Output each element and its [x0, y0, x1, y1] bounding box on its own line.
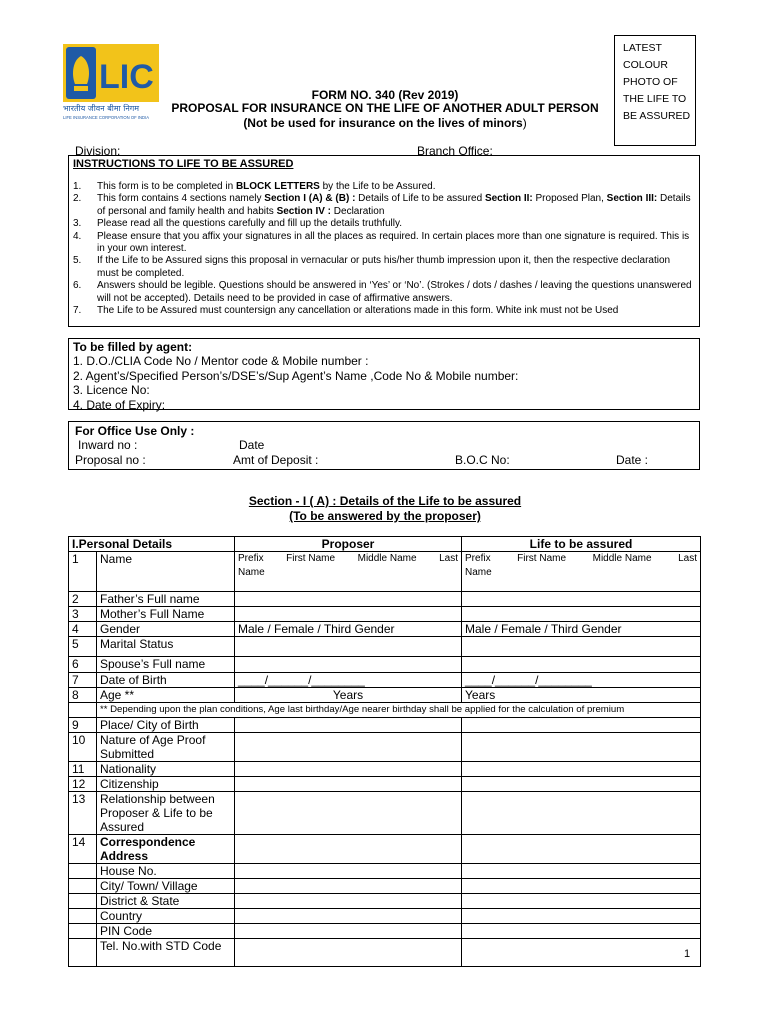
- proposer-field[interactable]: [235, 777, 462, 792]
- row-number: [69, 894, 97, 909]
- table-row: [69, 879, 701, 894]
- inward-no-label: Inward no :: [78, 438, 138, 452]
- row-number: 13: [69, 792, 97, 835]
- instruction-number: 4.: [73, 230, 82, 242]
- agent-box: [68, 338, 700, 410]
- section-subtitle: (To be answered by the proposer): [289, 509, 481, 523]
- agent-line: 1. D.O./CLIA Code No / Mentor code & Mobile number :: [73, 354, 369, 369]
- proposer-address-field[interactable]: [235, 894, 462, 909]
- header-proposer: Proposer: [235, 537, 462, 552]
- proposer-dob-field[interactable]: ____/______/________: [235, 673, 462, 688]
- boc-no-label: B.O.C No:: [455, 453, 510, 467]
- instruction-text: This form contains 4 sections namely Section I (A) & (B) : Details of Life to be assured Section II: Proposed Plan, Section III: Details of personal and family health and habits Section IV : Declaration: [97, 193, 691, 217]
- instructions-heading: INSTRUCTIONS TO LIFE TO BE ASSURED: [73, 158, 294, 170]
- name-part-label: First Name: [286, 553, 336, 564]
- instructions-box: [68, 155, 700, 327]
- table-row: [69, 939, 701, 967]
- row-number: [69, 864, 97, 879]
- life-field[interactable]: [462, 777, 701, 792]
- row-label: Mother’s Full Name: [97, 607, 235, 622]
- life-field[interactable]: [462, 792, 701, 835]
- table-row: [69, 688, 701, 703]
- instruction-item: [73, 218, 693, 230]
- photo-line: BE ASSURED: [623, 110, 691, 122]
- instruction-item: [73, 181, 693, 193]
- row-number: 2: [69, 592, 97, 607]
- row-label: Marital Status: [97, 637, 235, 657]
- instruction-number: 5.: [73, 255, 82, 267]
- proposer-field[interactable]: [235, 657, 462, 673]
- life-gender-field[interactable]: Male / Female / Third Gender: [462, 622, 701, 637]
- address-label: City/ Town/ Village: [97, 879, 235, 894]
- row-label: Place/ City of Birth: [97, 718, 235, 733]
- photo-line: THE LIFE TO: [623, 93, 687, 105]
- instruction-text: The Life to be Assured must countersign any cancellation or alterations made in this form. White ink must not be Used: [97, 305, 619, 317]
- row-number: 10: [69, 733, 97, 762]
- name-part-label: Last: [678, 553, 697, 564]
- instruction-number: 3.: [73, 218, 82, 230]
- proposer-field[interactable]: [235, 718, 462, 733]
- row-label: Citizenship: [97, 777, 235, 792]
- life-address-field[interactable]: [462, 909, 701, 924]
- instruction-number: 1.: [73, 181, 82, 192]
- row-number: 9: [69, 718, 97, 733]
- name-part-label: First Name: [517, 553, 567, 564]
- row-number: 12: [69, 777, 97, 792]
- table-row: [69, 864, 701, 879]
- office-use-box: [68, 421, 700, 470]
- page-number: 1: [684, 948, 691, 960]
- proposer-name-field[interactable]: [235, 552, 462, 592]
- division-label: Division:: [75, 144, 121, 158]
- table-row: [69, 894, 701, 909]
- table-row: [69, 552, 701, 592]
- table-row: [69, 835, 701, 864]
- row-label: Father’s Full name: [97, 592, 235, 607]
- address-label: Tel. No.with STD Code: [97, 939, 235, 967]
- row-label: Name: [97, 552, 235, 592]
- table-row: [69, 792, 701, 835]
- table-row: [69, 718, 701, 733]
- date-label: Date: [239, 438, 265, 452]
- logo-hindi: भारतीय जीवन बीमा निगम: [63, 104, 140, 113]
- row-number: [69, 879, 97, 894]
- form-number: FORM NO. 340 (Rev 2019): [311, 88, 459, 102]
- row-label: Correspondence Address: [97, 835, 235, 864]
- life-address-field[interactable]: [462, 879, 701, 894]
- table-row: [69, 657, 701, 673]
- row-number: 1: [69, 552, 97, 592]
- table-row: [69, 637, 701, 657]
- note-bold: (Not be used for insurance on the lives of minors: [243, 116, 523, 130]
- note-close: ): [522, 116, 527, 130]
- life-field[interactable]: [462, 592, 701, 607]
- instruction-text: Please read all the questions carefully and fill up the details truthfully.: [97, 218, 402, 230]
- name-part-label: Middle Name: [592, 553, 652, 564]
- life-address-field[interactable]: [462, 924, 701, 939]
- row-number: [69, 939, 97, 967]
- form-title: PROPOSAL FOR INSURANCE ON THE LIFE OF ANOTHER ADULT PERSON: [171, 101, 599, 115]
- row-number: 7: [69, 673, 97, 688]
- row-number: 11: [69, 762, 97, 777]
- proposer-field[interactable]: [235, 762, 462, 777]
- row-label: Spouse’s Full name: [97, 657, 235, 673]
- row-number: [69, 703, 97, 718]
- agent-line: 2. Agent’s/Specified Person’s/DSE’s/Sup Agent’s Name ,Code No & Mobile number:: [73, 368, 519, 383]
- instructions-list: [73, 181, 693, 317]
- name-part-label: Prefix: [465, 553, 491, 564]
- row-number: 8: [69, 688, 97, 703]
- table-row: [69, 592, 701, 607]
- address-label: Country: [97, 909, 235, 924]
- name-part-label: Prefix: [238, 553, 264, 564]
- row-number: 5: [69, 637, 97, 657]
- row-label: Age **: [97, 688, 235, 703]
- instruction-number: 6.: [73, 280, 82, 292]
- name-part-label: Last: [439, 553, 458, 564]
- logo-english: LIFE INSURANCE CORPORATION OF INDIA: [63, 115, 150, 120]
- instruction-text: If the Life to be Assured signs this proposal in vernacular or puts his/her thumb impression upon it, then the respective declaration must be completed.: [97, 255, 671, 279]
- proposer-address-field[interactable]: [235, 924, 462, 939]
- instruction-text: This form is to be completed in BLOCK LETTERS by the Life to be Assured.: [97, 181, 436, 192]
- section-title: Section - I ( A) : Details of the Life to be assured: [248, 494, 522, 508]
- life-address-field[interactable]: [462, 864, 701, 879]
- name-suffix: Name: [465, 567, 492, 578]
- proposer-address-field[interactable]: [235, 864, 462, 879]
- instruction-item: [73, 280, 693, 305]
- proposer-address-field[interactable]: [235, 909, 462, 924]
- table-row: [69, 909, 701, 924]
- age-note: ** Depending upon the plan conditions, Age last birthday/Age nearer birthday shall be applied for the calculation of premium: [97, 703, 701, 718]
- instruction-item: [73, 231, 693, 256]
- life-age-field[interactable]: Years: [462, 688, 701, 703]
- row-number: 14: [69, 835, 97, 864]
- proposer-address-field[interactable]: [235, 879, 462, 894]
- life-field[interactable]: [462, 657, 701, 673]
- table-row: [69, 703, 701, 718]
- proposer-address-field[interactable]: [235, 939, 462, 967]
- instruction-item: [73, 305, 693, 317]
- life-field[interactable]: [462, 762, 701, 777]
- address-label: PIN Code: [97, 924, 235, 939]
- agent-heading: To be filled by agent:: [73, 340, 193, 354]
- agent-line: 3. Licence No:: [73, 383, 150, 398]
- row-number: 6: [69, 657, 97, 673]
- proposer-age-field[interactable]: Years: [235, 688, 462, 703]
- table-row: [69, 777, 701, 792]
- header-life-assured: Life to be assured: [462, 537, 701, 552]
- row-label: Gender: [97, 622, 235, 637]
- life-field[interactable]: [462, 637, 701, 657]
- table-row: [69, 924, 701, 939]
- header-personal-details: I.Personal Details: [69, 537, 235, 552]
- row-label: Date of Birth: [97, 673, 235, 688]
- table-row: [69, 622, 701, 637]
- proposer-gender-field[interactable]: Male / Female / Third Gender: [235, 622, 462, 637]
- name-suffix: Name: [238, 567, 265, 578]
- photo-line: COLOUR: [623, 59, 668, 71]
- life-field[interactable]: [462, 733, 701, 762]
- office-heading: For Office Use Only :: [75, 424, 195, 438]
- table-row: [69, 537, 701, 552]
- photo-line: PHOTO OF: [623, 76, 678, 88]
- proposer-field[interactable]: [235, 733, 462, 762]
- photo-box: [614, 35, 696, 146]
- proposer-field[interactable]: [235, 637, 462, 657]
- name-part-label: Middle Name: [357, 553, 417, 564]
- branch-office-label: Branch Office:: [417, 144, 493, 158]
- row-number: [69, 924, 97, 939]
- instruction-text: Please ensure that you affix your signatures in all the places as required. In certain places more than one signature is required. This is in your own interest.: [97, 230, 690, 255]
- agent-line: 4. Date of Expiry:: [73, 397, 166, 412]
- row-label: Nationality: [97, 762, 235, 777]
- life-name-field[interactable]: [462, 552, 701, 592]
- proposer-address-header: [235, 835, 462, 864]
- instruction-text: Answers should be legible. Questions should be answered in ‘Yes’ or ‘No’. (Strokes / dots / dashes / leaving the questions unanswered will not be accepted). Details need to be provided in case of affirmative answers.: [97, 280, 692, 304]
- life-address-header: [462, 835, 701, 864]
- address-label: House No.: [97, 864, 235, 879]
- logo-brand: LIC: [99, 58, 154, 96]
- life-address-field[interactable]: [462, 894, 701, 909]
- row-number: 3: [69, 607, 97, 622]
- instruction-number: 2.: [73, 193, 82, 205]
- row-label: Nature of Age Proof Submitted: [97, 733, 235, 762]
- form-note: [160, 116, 610, 130]
- date2-label: Date :: [616, 453, 649, 467]
- table-row: [69, 762, 701, 777]
- life-field[interactable]: [462, 718, 701, 733]
- proposer-field[interactable]: [235, 792, 462, 835]
- life-field[interactable]: [462, 607, 701, 622]
- proposal-no-label: Proposal no :: [75, 453, 146, 467]
- address-label: District & State: [97, 894, 235, 909]
- life-dob-field[interactable]: ____/______/________: [462, 673, 701, 688]
- table-row: [69, 673, 701, 688]
- table-row: [69, 733, 701, 762]
- life-address-field[interactable]: [462, 939, 701, 967]
- instruction-number: 7.: [73, 305, 82, 317]
- proposer-field[interactable]: [235, 607, 462, 622]
- instruction-item: [73, 255, 693, 280]
- row-label: Relationship between Proposer & Life to be Assured: [97, 792, 235, 835]
- photo-line: LATEST: [623, 42, 662, 54]
- lic-logo: [63, 44, 159, 120]
- row-number: 4: [69, 622, 97, 637]
- amt-deposit-label: Amt of Deposit :: [233, 453, 319, 467]
- row-number: [69, 909, 97, 924]
- proposer-field[interactable]: [235, 592, 462, 607]
- table-row: [69, 607, 701, 622]
- instruction-item: [73, 193, 693, 218]
- personal-details-table: [68, 536, 701, 967]
